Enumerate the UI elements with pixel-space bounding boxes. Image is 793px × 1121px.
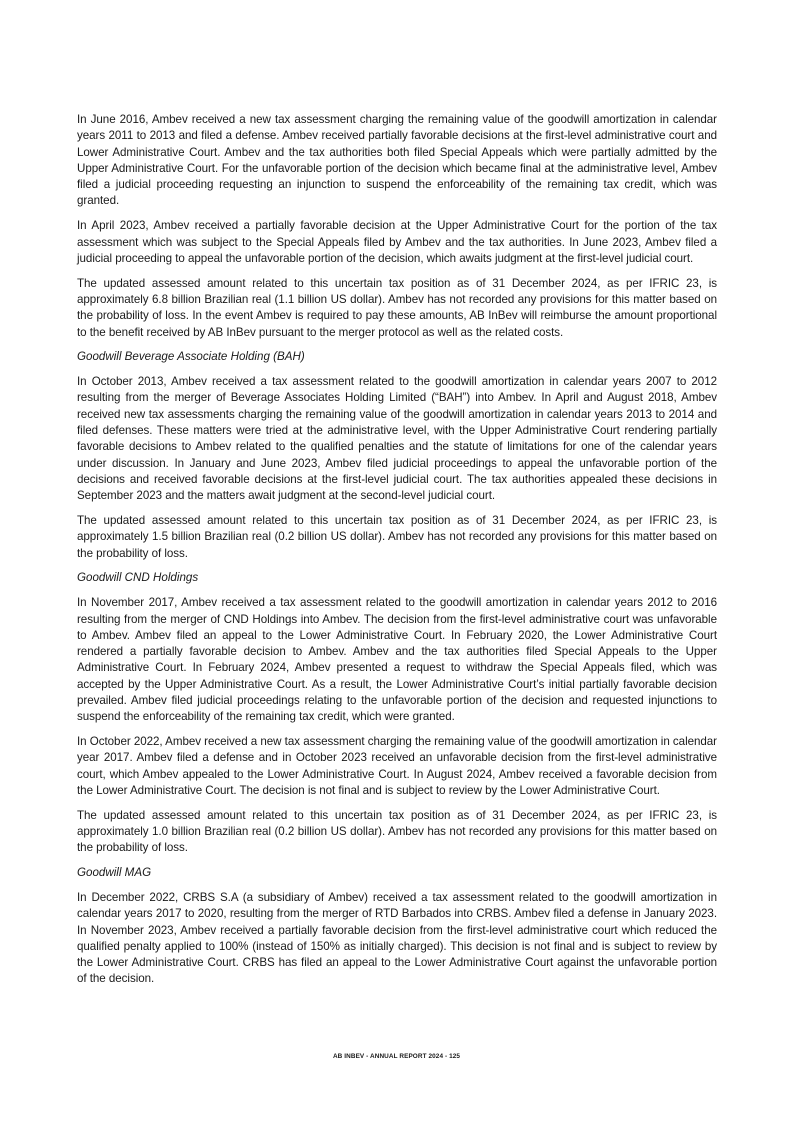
paragraph: The updated assessed amount related to this uncertain tax position as of 31 December 2024, as per IFRIC 23, is approximately 1.5 billion Brazilian real (0.2 billion US dollar). Ambev has not recorded any provisions for this matter based on the probability of loss. xyxy=(77,514,717,560)
paragraph: In April 2023, Ambev received a partially favorable decision at the Upper Administrative Court for the portion of the tax assessment which was subject to the Special Appeals filed by Ambev and the tax authorities. In June 2023, Ambev filed a judicial proceeding to appeal the unfavorable portion of the decision, which awaits judgment at the first-level judicial court. xyxy=(77,219,717,265)
section-heading: Goodwill Beverage Associate Holding (BAH) xyxy=(77,350,305,364)
paragraph: The updated assessed amount related to this uncertain tax position as of 31 December 2024, as per IFRIC 23, is approximately 6.8 billion Brazilian real (1.1 billion US dollar). Ambev has not recorded any provisions for this matter based on the probability of loss. In the event Ambev is required to pay these amounts, AB InBev will reimburse the amount proportional to the benefit received by AB InBev pursuant to the merger protocol as well as the related costs. xyxy=(77,276,717,339)
section-heading: Goodwill CND Holdings xyxy=(77,571,199,585)
section-heading: Goodwill MAG xyxy=(77,866,152,880)
paragraph: In October 2022, Ambev received a new tax assessment charging the remaining value of the goodwill amortization in calendar year 2017. Ambev filed a defense and in October 2023 received an unfavorable decision from the first-level administrative court, which Ambev appealed to the Lower Administrative Court. In August 2024, Ambev received a favorable decision from the Lower Administrative Court. The decision is not final and is subject to review by the Lower Administrative Court. xyxy=(77,735,717,797)
paragraph: In December 2022, CRBS S.A (a subsidiary of Ambev) received a tax assessment related to the goodwill amortization in calendar years 2017 to 2020, resulting from the merger of RTD Barbados into CRBS. Ambev filed a defense in January 2023. In November 2023, Ambev received a partially favorable decision from the first-level administrative court which reduced the qualified penalty applied to 100% (instead of 150% as initially charged). This decision is not final and is subject to review by the Lower Administrative Court. CRBS has filed an appeal to the Lower Administrative Court against the unfavorable portion of the decision. xyxy=(77,890,717,986)
paragraph: In June 2016, Ambev received a new tax assessment charging the remaining value of the goodwill amortization in calendar years 2011 to 2013 and filed a defense. Ambev received partially favorable decisions at the first-level administrative court and Lower Administrative Court. Ambev and the tax authorities both filed Special Appeals which were partially admitted by the Upper Administrative Court. For the unfavorable portion of the decision which became final at the administrative level, Ambev filed a judicial proceeding requesting an injunction to suspend the enforceability of the remaining tax credit, which was granted. xyxy=(77,113,717,208)
paragraph: In October 2013, Ambev received a tax assessment related to the goodwill amortization in calendar years 2007 to 2012 resulting from the merger of Beverage Associates Holding Limited (“BAH”) into Ambev. In April and August 2018, Ambev received new tax assessments charging the remaining value of the goodwill amortization in calendar years 2013 to 2014 and filed defenses. These matters were tried at the administrative level, with the Upper Administrative Court rendering partially favorable decisions to Ambev related to the qualified penalties and the statute of limitations for one of the calendar years under discussion. In January and June 2023, Ambev filed judicial proceedings to appeal the unfavorable portion of the decisions and received favorable decisions at the first-level judicial court. The tax authorities appealed these decisions in September 2023 and the matters await judgment at the second-level judicial court. xyxy=(77,375,717,503)
paragraph: In November 2017, Ambev received a tax assessment related to the goodwill amortization in calendar years 2012 to 2016 resulting from the merger of CND Holdings into Ambev. The decision from the first-level administrative court was unfavorable to Ambev. Ambev filed an appeal to the Lower Administrative Court. In February 2020, the Lower Administrative Court rendered a partially favorable decision to Ambev. Ambev and the tax authorities filed Special Appeals to the Upper Administrative Court. In February 2024, Ambev presented a request to withdraw the Special Appeals filed, which was accepted by the Upper Administrative Court. As a result, the Lower Administrative Court’s initial partially favorable decision prevailed. Ambev filed judicial proceedings relating to the unfavorable portion of the decision and requested injunctions to suspend the enforceability of the remaining tax credit, which were granted. xyxy=(77,596,717,724)
paragraph: The updated assessed amount related to this uncertain tax position as of 31 December 2024, as per IFRIC 23, is approximately 1.0 billion Brazilian real (0.2 billion US dollar). Ambev has not recorded any provisions for this matter based on the probability of loss. xyxy=(77,808,717,855)
document-body xyxy=(77,112,717,996)
page-footer: AB INBEV - ANNUAL REPORT 2024 - 125 xyxy=(332,1053,461,1060)
